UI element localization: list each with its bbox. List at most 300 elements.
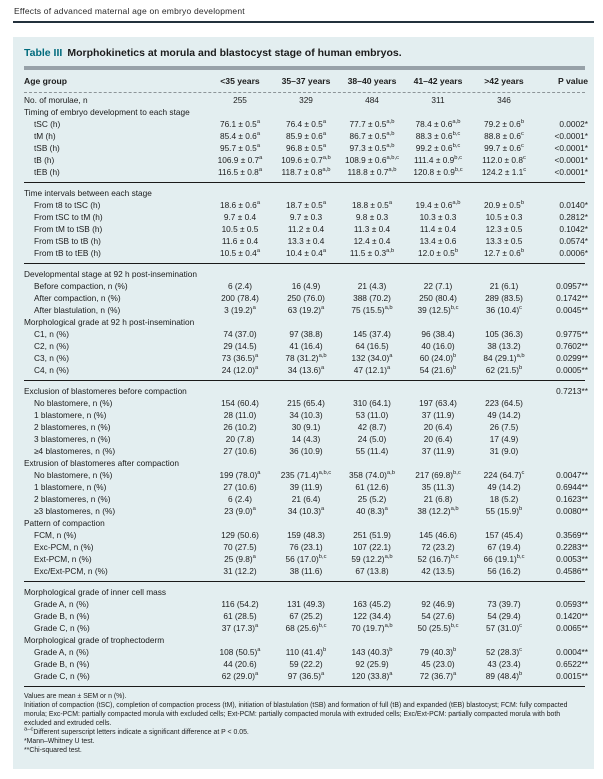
table-row — [24, 409, 585, 421]
data-cell: 67 (25.2) — [289, 611, 323, 621]
p-value-cell: 0.0004** — [556, 647, 588, 657]
data-cell: 9.7 ± 0.4 — [223, 212, 257, 222]
data-cell: 163 (45.2) — [353, 599, 391, 609]
row-label: C2, n (%) — [34, 341, 70, 351]
table-row — [24, 280, 588, 292]
row-label: tSB (h) — [34, 143, 60, 153]
data-cell: 217 $(69.8)^{b,c}$ — [415, 470, 461, 480]
data-cell: 388 (70.2) — [353, 293, 391, 303]
data-cell: 34 $(13.6)^a$ — [287, 365, 325, 375]
p-value-cell: 0.7213** — [556, 386, 588, 396]
row-label: tSC (h) — [34, 119, 61, 129]
p-value-cell: <0.0001* — [554, 167, 588, 177]
row-label: 1 blastomere, n (%) — [34, 410, 107, 420]
data-cell: $118.7 \pm 0.8^{a,b}$ — [281, 167, 331, 177]
p-value-cell: 0.0006* — [559, 248, 588, 258]
data-cell: 11.6 ± 0.4 — [221, 236, 259, 246]
row-label: ≥3 blastomeres, n (%) — [34, 506, 116, 516]
data-cell: 124.2 ± 1.1$^c$ — [481, 167, 527, 177]
p-value-cell: 0.0299** — [556, 353, 588, 363]
data-cell: 49 (14.2) — [487, 410, 521, 420]
row-label: Pattern of compaction — [24, 518, 105, 528]
data-cell: 18 (5.2) — [489, 494, 519, 504]
table-row — [24, 493, 588, 505]
data-cell: 157 (45.4) — [485, 530, 523, 540]
data-cell: 21 (6.4) — [291, 494, 321, 504]
data-cell: $118.8 \pm 0.7^{a,b}$ — [347, 167, 397, 177]
data-cell: 24 $(12.0)^a$ — [221, 365, 259, 375]
data-cell: 75 $(15.5)^{a,b}$ — [351, 305, 393, 315]
row-label: Developmental stage at 92 h post-insemination — [24, 269, 197, 279]
data-cell: 358 $(74.0)^{a,b}$ — [349, 470, 395, 480]
row-label: Exc-PCM, n (%) — [34, 542, 94, 552]
row-label: Exclusion of blastomeres before compaction — [24, 386, 187, 396]
data-cell: $86.7 \pm 0.5^{a,b}$ — [349, 131, 395, 141]
data-cell: 120 $(33.8)^a$ — [351, 671, 393, 681]
table-row — [24, 481, 588, 493]
data-cell: 11.3 ± 0.4 — [353, 224, 391, 234]
row-label: Morphological grade at 92 h post-insemination — [24, 317, 195, 327]
data-cell: 99.7 ± 0.6$^c$ — [484, 143, 524, 153]
p-value-cell: 0.0005** — [556, 365, 588, 375]
table-row — [24, 154, 588, 166]
data-cell: 12.4 ± 0.4 — [353, 236, 391, 246]
p-value-cell: 0.7602** — [556, 341, 588, 351]
data-cell: 72 $(36.7)^a$ — [419, 671, 457, 681]
data-cell: 61 (12.6) — [355, 482, 389, 492]
data-cell: 22 (7.1) — [423, 281, 453, 291]
data-cell: 310 (64.1) — [353, 398, 391, 408]
data-cell: 37 (11.9) — [421, 446, 455, 456]
column-header-over-42: >42 years — [484, 76, 524, 86]
data-cell: 76.4 ± 0.5$^a$ — [285, 119, 327, 129]
table-row — [24, 340, 588, 352]
data-cell: 224 $(64.7)^c$ — [483, 470, 525, 480]
p-value-cell: 0.0065** — [556, 623, 588, 633]
data-cell: 42 (8.7) — [357, 422, 387, 432]
data-cell: 57 $(31.0)^c$ — [485, 623, 523, 633]
data-cell: 54 $(21.6)^b$ — [419, 365, 457, 375]
p-value-cell: 0.1042* — [559, 224, 588, 234]
data-cell: 145 (46.6) — [419, 530, 457, 540]
table-row — [24, 235, 588, 247]
data-cell: 40 $(8.3)^a$ — [356, 506, 388, 516]
data-cell: $19.4 \pm 0.6^{a,b}$ — [415, 200, 461, 210]
data-cell: 21 (6.1) — [489, 281, 519, 291]
data-cell: 70 (27.5) — [223, 542, 257, 552]
footnote-line: $^{a-c}$Different superscript letters indicate a significant difference at P < 0.05. — [24, 726, 249, 736]
data-cell: 250 (80.4) — [419, 293, 457, 303]
footnote-line: *Mann–Whitney U test. — [24, 738, 95, 745]
data-cell: 59 (22.2) — [289, 659, 323, 669]
data-cell: 26 (7.5) — [489, 422, 519, 432]
data-cell: 10.5 ± 0.5 — [221, 224, 259, 234]
data-cell: 70 $(19.7)^{a,b}$ — [351, 623, 393, 633]
row-label: No blastomere, n (%) — [34, 398, 113, 408]
table-row — [24, 94, 585, 106]
data-cell: $99.2 \pm 0.6^{b,c}$ — [415, 143, 461, 153]
data-cell: 154 (60.4) — [221, 398, 259, 408]
p-value-cell: 0.0080** — [556, 506, 588, 516]
data-cell: 112.0 ± 0.8$^c$ — [482, 155, 526, 165]
table-row — [24, 130, 588, 142]
data-cell: 6 (2.4) — [228, 281, 252, 291]
data-cell: 38 (13.2) — [487, 341, 521, 351]
data-cell: 45 (23.0) — [421, 659, 455, 669]
data-cell: 10.4 ± 0.4$^a$ — [285, 248, 327, 258]
data-cell: 41 (16.4) — [289, 341, 323, 351]
p-value-cell: 0.0015** — [556, 671, 588, 681]
column-header-41-42: 41–42 years — [413, 76, 463, 86]
data-cell: 131 (49.3) — [287, 599, 325, 609]
data-cell: 18.8 ± 0.5$^a$ — [351, 200, 393, 210]
data-cell: 484 — [365, 95, 379, 105]
data-cell: 53 (11.0) — [355, 410, 389, 420]
data-cell: 59 $(12.2)^{a,b}$ — [351, 554, 393, 564]
data-cell: 6 (2.4) — [228, 494, 252, 504]
data-cell: 17 (4.9) — [489, 434, 519, 444]
p-value-cell: 0.2812* — [559, 212, 588, 222]
data-cell: 56 (16.2) — [487, 566, 521, 576]
p-value-cell: <0.0001* — [554, 143, 588, 153]
row-label: Extrusion of blastomeres after compaction — [24, 458, 179, 468]
data-cell: 85.9 ± 0.6$^a$ — [285, 131, 327, 141]
data-cell: 74 (37.0) — [223, 329, 257, 339]
data-cell: 50 $(25.5)^{b,c}$ — [417, 623, 459, 633]
section-separator-line — [24, 182, 585, 183]
row-label: From tSC to tM (h) — [34, 212, 103, 222]
data-cell: 12.0 ± 0.5$^b$ — [417, 248, 459, 258]
data-cell: 31 (9.0) — [489, 446, 519, 456]
row-label: From tB to tEB (h) — [34, 248, 101, 258]
table-row — [24, 328, 588, 340]
table-row — [24, 433, 585, 445]
table-row — [24, 352, 588, 364]
header-rule — [13, 21, 594, 23]
data-cell: 43 (23.4) — [487, 659, 521, 669]
data-cell: 73 $(36.5)^a$ — [221, 353, 259, 363]
p-value-cell: <0.0001* — [554, 131, 588, 141]
data-cell: 66 $(19.1)^{b,c}$ — [483, 554, 525, 564]
data-cell: 14 (4.3) — [291, 434, 321, 444]
p-value-cell: 0.0957** — [556, 281, 588, 291]
data-cell: 20 (6.4) — [423, 422, 453, 432]
section-header-row — [24, 517, 585, 529]
p-value-cell: 0.0045** — [556, 305, 588, 315]
table-row — [24, 142, 588, 154]
data-cell: 24 (5.0) — [357, 434, 387, 444]
data-cell: 96 (38.4) — [421, 329, 455, 339]
data-cell: 79 $(40.3)^b$ — [419, 647, 457, 657]
table-row — [24, 223, 588, 235]
row-label: Morphological grade of inner cell mass — [24, 587, 167, 597]
row-label: 3 blastomeres, n (%) — [34, 434, 111, 444]
section-header-row — [24, 385, 588, 397]
row-label: Morphological grade of trophectoderm — [24, 635, 165, 645]
table-row — [24, 292, 588, 304]
data-cell: 42 (13.5) — [421, 566, 455, 576]
data-cell: 145 (37.4) — [353, 329, 391, 339]
data-cell: 38 (11.6) — [289, 566, 323, 576]
column-header-under-35: <35 years — [220, 76, 260, 86]
data-cell: 129 (50.6) — [221, 530, 259, 540]
table-row — [24, 421, 585, 433]
row-label: ≥4 blastomeres, n (%) — [34, 446, 116, 456]
data-cell: 3 $(19.2)^a$ — [224, 305, 256, 315]
row-label: Grade A, n (%) — [34, 647, 89, 657]
data-cell: 159 (48.3) — [287, 530, 325, 540]
data-cell: 116.5 ± 0.8$^a$ — [217, 167, 263, 177]
section-separator-line — [24, 380, 585, 381]
section-header-row — [24, 106, 585, 118]
data-cell: 54 (27.6) — [421, 611, 455, 621]
data-cell: 68 $(25.6)^{b,c}$ — [285, 623, 327, 633]
table-row — [24, 658, 588, 670]
table-row — [24, 445, 585, 457]
column-header-p-value: P value — [558, 76, 588, 86]
section-header-row — [24, 316, 585, 328]
data-cell: $111.4 \pm 0.9^{b,c}$ — [414, 155, 462, 165]
data-cell: 311 — [431, 95, 445, 105]
data-cell: 76 (23.1) — [289, 542, 323, 552]
row-label: tB (h) — [34, 155, 55, 165]
p-value-cell: 0.4586** — [556, 566, 588, 576]
table-row — [24, 646, 588, 658]
section-separator-line — [24, 263, 585, 264]
data-cell: 76.1 ± 0.5$^a$ — [219, 119, 261, 129]
table-row — [24, 529, 588, 541]
data-cell: 11.4 ± 0.4 — [419, 224, 457, 234]
row-label: Grade C, n (%) — [34, 623, 90, 633]
data-cell: 49 (14.2) — [487, 482, 521, 492]
data-cell: 39 (11.9) — [289, 482, 323, 492]
table-row — [24, 199, 588, 211]
data-cell: 250 (76.0) — [287, 293, 325, 303]
data-cell: 37 (11.9) — [421, 410, 455, 420]
row-label: tEB (h) — [34, 167, 60, 177]
data-cell: 9.7 ± 0.3 — [289, 212, 323, 222]
data-cell: 23 $(9.0)^a$ — [224, 506, 256, 516]
data-cell: 116 (54.2) — [221, 599, 259, 609]
data-cell: 38 $(12.2)^{a,b}$ — [417, 506, 459, 516]
p-value-cell: 0.0047** — [556, 470, 588, 480]
table-row — [24, 670, 588, 682]
table-row — [24, 364, 588, 376]
table-title-text: Morphokinetics at morula and blastocyst stage of human embryos. — [67, 47, 402, 59]
data-cell: 30 (9.1) — [291, 422, 321, 432]
data-cell: 97 (38.8) — [289, 329, 323, 339]
data-cell: 20 (7.8) — [225, 434, 255, 444]
data-cell: 20.9 ± 0.5$^b$ — [483, 200, 525, 210]
row-label: C1, n (%) — [34, 329, 70, 339]
table-row — [24, 166, 588, 178]
row-label: Ext-PCM, n (%) — [34, 554, 92, 564]
table-row — [24, 565, 588, 577]
section-header-row — [24, 457, 585, 469]
table-row — [24, 598, 588, 610]
row-label: tM (h) — [34, 131, 56, 141]
data-cell: $97.3 \pm 0.5^{a,b}$ — [349, 143, 395, 153]
table-footnotes — [24, 692, 585, 755]
footnote-line: **Chi-squared test. — [24, 747, 82, 754]
data-cell: 25 (5.2) — [357, 494, 387, 504]
row-label: No. of morulae, n — [24, 95, 88, 105]
data-cell: 106.9 ± 0.7$^a$ — [217, 155, 263, 165]
data-cell: 92 (46.9) — [421, 599, 455, 609]
data-cell: 10.3 ± 0.3 — [419, 212, 457, 222]
footnote-line: Values are mean ± SEM or n (%). — [24, 693, 127, 700]
table-panel — [13, 37, 594, 769]
row-label: After blastulation, n (%) — [34, 305, 121, 315]
column-header-row — [24, 70, 588, 93]
table-row — [24, 541, 588, 553]
table-row — [24, 610, 588, 622]
data-cell: 10.5 ± 0.3 — [485, 212, 523, 222]
section-header-row — [24, 268, 585, 280]
data-cell: 34 $(10.3)^a$ — [287, 506, 325, 516]
data-cell: 21 (6.8) — [423, 494, 453, 504]
column-header-age-group: Age group — [24, 76, 67, 86]
data-cell: 255 — [233, 95, 247, 105]
row-label: 2 blastomeres, n (%) — [34, 494, 111, 504]
p-value-cell: 0.0002* — [559, 119, 588, 129]
p-value-cell: 0.1623** — [556, 494, 588, 504]
table-row — [24, 211, 588, 223]
data-cell: 34 (10.3) — [289, 410, 323, 420]
data-cell: 39 $(12.5)^{b,c}$ — [417, 305, 459, 315]
row-label: Grade B, n (%) — [34, 659, 90, 669]
data-cell: $78.4 \pm 0.6^{a,b}$ — [415, 119, 461, 129]
data-cell: $108.9 \pm 0.6^{a,b,c}$ — [344, 155, 400, 165]
row-label: Before compaction, n (%) — [34, 281, 128, 291]
row-label: Grade A, n (%) — [34, 599, 89, 609]
data-cell: 21 (4.3) — [357, 281, 387, 291]
data-cell: 27 (10.6) — [223, 482, 257, 492]
data-cell: 85.4 ± 0.6$^a$ — [219, 131, 261, 141]
p-value-cell: 0.1742** — [556, 293, 588, 303]
data-cell: 25 $(9.8)^a$ — [224, 554, 256, 564]
data-cell: 13.4 ± 0.6 — [419, 236, 457, 246]
data-cell: 200 (78.4) — [221, 293, 259, 303]
data-cell: 60 $(24.0)^b$ — [419, 353, 457, 363]
table-row — [24, 397, 585, 409]
data-cell: 36 $(10.4)^c$ — [485, 305, 523, 315]
data-cell: 197 (63.4) — [419, 398, 457, 408]
p-value-cell: 0.0140* — [559, 200, 588, 210]
section-header-row — [24, 586, 585, 598]
data-cell: 108 $(50.5)^a$ — [219, 647, 261, 657]
data-cell: 52 $(28.3)^c$ — [485, 647, 523, 657]
data-cell: 110 $(41.4)^b$ — [285, 647, 327, 657]
row-label: From tM to tSB (h) — [34, 224, 103, 234]
p-value-cell: <0.0001* — [554, 155, 588, 165]
table-row — [24, 469, 588, 481]
table-body — [24, 94, 588, 682]
data-cell: 143 $(40.3)^b$ — [351, 647, 393, 657]
p-value-cell: 0.3569** — [556, 530, 588, 540]
data-cell: 223 (64.5) — [485, 398, 523, 408]
data-cell: 132 $(34.0)^a$ — [351, 353, 393, 363]
section-header-row — [24, 634, 585, 646]
data-cell: 55 $(15.9)^b$ — [485, 506, 523, 516]
data-cell: 329 — [299, 95, 313, 105]
table-number-label: Table III — [24, 47, 63, 59]
data-cell: 215 (65.4) — [287, 398, 325, 408]
row-label: No blastomere, n (%) — [34, 470, 113, 480]
row-label: Exc/Ext-PCM, n (%) — [34, 566, 108, 576]
row-label: Grade C, n (%) — [34, 671, 90, 681]
row-label: Grade B, n (%) — [34, 611, 90, 621]
data-cell: 63 $(19.2)^a$ — [287, 305, 325, 315]
footnote-line: Initiation of compaction (tSC), completion of compaction process (tM), initiation of blastulation (tSB) and formation of full (tB) and expanded (tEB) blastocyst; FCM: fully compacted morula; Exc-PCM: partially compacted morula with excluded cells; Ext-PCM: partially compacted morula with extruded cells; Exc/Ext-PCM: partially compacted morula with both excluded and extruded cells. — [24, 702, 568, 727]
data-cell: 62 $(21.5)^b$ — [485, 365, 523, 375]
data-cell: 11.2 ± 0.4 — [287, 224, 325, 234]
data-cell: 96.8 ± 0.5$^a$ — [285, 143, 327, 153]
data-cell: 73 (39.7) — [487, 599, 521, 609]
row-label: From tSB to tB (h) — [34, 236, 101, 246]
data-cell: 44 (20.6) — [223, 659, 257, 669]
data-cell: 47 $(12.1)^a$ — [353, 365, 391, 375]
data-cell: 55 (11.4) — [355, 446, 389, 456]
data-cell: 13.3 ± 0.5 — [485, 236, 523, 246]
data-cell: $109.6 \pm 0.7^{a,b}$ — [281, 155, 331, 165]
data-cell: 20 (6.4) — [423, 434, 453, 444]
data-cell: 79.2 ± 0.6$^b$ — [483, 119, 525, 129]
row-label: From t8 to tSC (h) — [34, 200, 101, 210]
data-cell: 52 $(16.7)^{b,c}$ — [417, 554, 459, 564]
data-cell: 18.6 ± 0.6$^a$ — [219, 200, 261, 210]
data-cell: 289 (83.5) — [485, 293, 523, 303]
column-header-38-40: 38–40 years — [347, 76, 397, 86]
data-cell: 28 (11.0) — [223, 410, 257, 420]
section-header-row — [24, 187, 585, 199]
table-row — [24, 304, 588, 316]
data-cell: 54 (29.4) — [487, 611, 521, 621]
data-cell: 88.8 ± 0.6$^c$ — [484, 131, 524, 141]
data-cell: 12.7 ± 0.6$^b$ — [483, 248, 525, 258]
column-header-35-37: 35–37 years — [281, 76, 331, 86]
p-value-cell: 0.0593** — [556, 599, 588, 609]
data-cell: 89 $(48.4)^b$ — [485, 671, 523, 681]
row-label: Timing of embryo development to each stage — [24, 107, 190, 117]
data-cell: 12.3 ± 0.5 — [485, 224, 523, 234]
data-cell: 72 (23.2) — [421, 542, 455, 552]
data-cell: 92 (25.9) — [355, 659, 389, 669]
data-cell: 56 $(17.0)^{b,c}$ — [285, 554, 327, 564]
data-cell: 62 $(29.0)^a$ — [221, 671, 259, 681]
table-row — [24, 247, 588, 259]
data-cell: 67 (13.8) — [355, 566, 389, 576]
data-cell: 122 (34.4) — [353, 611, 391, 621]
row-label: Time intervals between each stage — [24, 188, 152, 198]
row-label: After compaction, n (%) — [34, 293, 121, 303]
row-label: 2 blastomeres, n (%) — [34, 422, 111, 432]
data-cell: 29 (14.5) — [223, 341, 257, 351]
data-cell: $11.5 \pm 0.3^{a,b}$ — [349, 248, 395, 258]
data-cell: 199 $(78.0)^a$ — [219, 470, 261, 480]
data-cell: 16 (4.9) — [291, 281, 321, 291]
p-value-cell: 0.6522** — [556, 659, 588, 669]
p-value-cell: 0.2283** — [556, 542, 588, 552]
data-cell: 235 $(71.4)^{a,b,c}$ — [280, 470, 332, 480]
data-cell: 78 $(31.2)^{a,b}$ — [285, 353, 327, 363]
table-title — [24, 47, 585, 60]
row-label: C4, n (%) — [34, 365, 70, 375]
data-cell: 10.5 ± 0.4$^a$ — [219, 248, 261, 258]
data-cell: 27 (10.6) — [223, 446, 257, 456]
data-cell: 346 — [497, 95, 511, 105]
data-cell: 36 (10.9) — [289, 446, 323, 456]
